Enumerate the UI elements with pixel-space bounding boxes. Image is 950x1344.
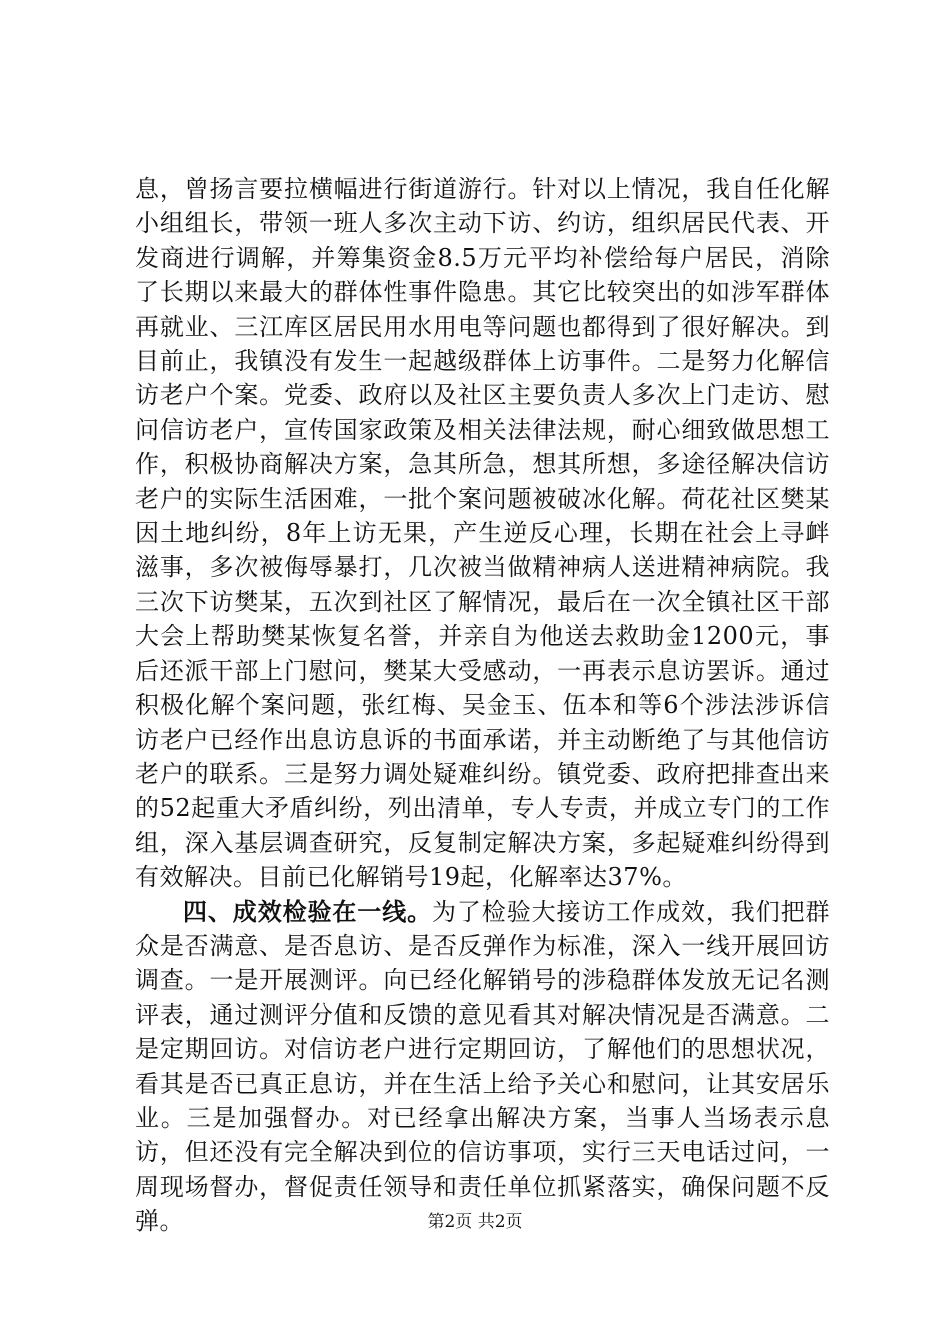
paragraph-section-four xyxy=(135,895,830,1239)
paragraph-continuation: 息，曾扬言要拉横幅进行街道游行。针对以上情况，我自任化解小组组长，带领一班人多次主动下访、约访，组织居民代表、开发商进行调解，并筹集资金8.5万元平均补偿给每户居民，消除了长期以来最大的群体性事件隐患。其它比较突出的如涉军群体再就业、三江库区居民用水用电等问题也都得到了很好解决。到目前止，我镇没有发生一起越级群体上访事件。二是努力化解信访老户个案。党委、政府以及社区主要负责人多次上门走访、慰问信访老户，宣传国家政策及相关法律法规，耐心细致做思想工作，积极协商解决方案，急其所急，想其所想，多途径解决信访老户的实际生活困难，一批个案问题被破冰化解。荷花社区樊某因土地纠纷，8年上访无果，产生逆反心理，长期在社会上寻衅滋事，多次被侮辱暴打，几次被当做精神病人送进精神病院。我三次下访樊某，五次到社区了解情况，最后在一次全镇社区干部大会上帮助樊某恢复名誉，并亲自为他送去救助金1200元，事后还派干部上门慰问，樊某大受感动，一再表示息访罢诉。通过积极化解个案问题，张红梅、吴金玉、伍本和等6个涉法涉诉信访老户已经作出息访息诉的书面承诺，并主动断绝了与其他信访老户的联系。三是努力调处疑难纠纷。镇党委、政府把排查出来的52起重大矛盾纠纷，列出清单，专人专责，并成立专门的工作组，深入基层调查研究，反复制定解决方案，多起疑难纠纷得到有效解决。目前已化解销号19起，化解率达37%。 xyxy=(135,175,830,892)
page-footer: 第2页 共2页 xyxy=(427,1212,523,1232)
section-body: 为了检验大接访工作成效，我们把群众是否满意、是否息访、是否反弹作为标准，深入一线开展回访调查。一是开展测评。向已经化解销号的涉稳群体发放无记名测评表，通过测评分值和反馈的意见看其对解决情况是否满意。二是定期回访。对信访老户进行定期回访，了解他们的思想状况，看其是否已真正息访，并在生活上给予关心和慰问，让其安居乐业。三是加强督办。对已经拿出解决方案，当事人当场表示息访，但还没有完全解决到位的信访事项，实行三天电话过问，一周现场督办，督促责任领导和责任单位抓紧落实，确保问题不反弹。 xyxy=(135,897,830,1236)
section-heading: 四、成效检验在一线。 xyxy=(183,896,432,926)
document-body xyxy=(135,172,830,1239)
